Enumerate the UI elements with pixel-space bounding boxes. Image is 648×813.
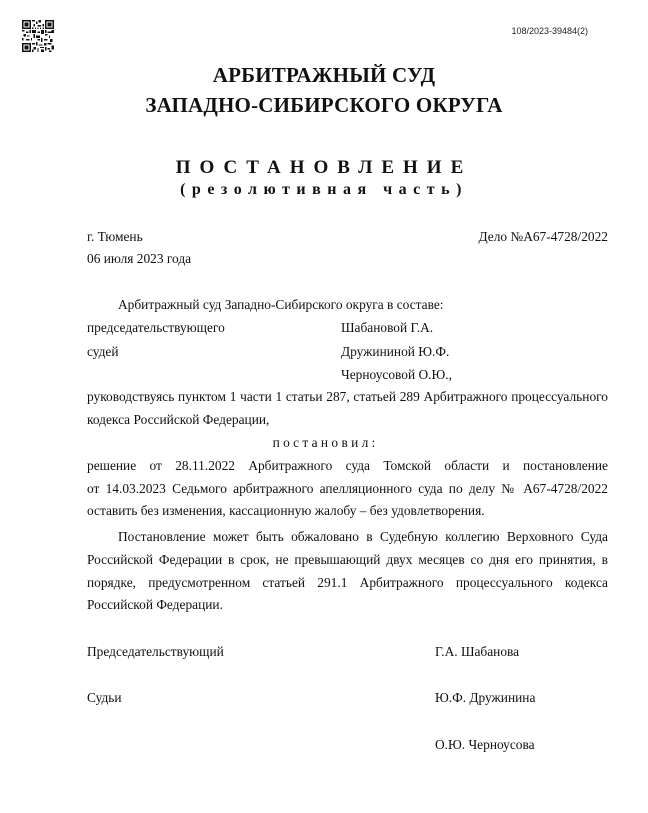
appeal-line-4: Российской Федерации. bbox=[87, 597, 223, 612]
composition-intro: Арбитражный суд Западно-Сибирского округа в составе: bbox=[118, 297, 444, 312]
appeal-line-3: порядке, предусмотренном статьей 291.1 Арбитражного процессуального кодекса bbox=[87, 575, 608, 590]
judge2-name: Черноусовой О.Ю., bbox=[341, 367, 452, 382]
decision-line-2: от 14.03.2023 Седьмого арбитражного апелляционного суда по делу № А67-4728/2022 bbox=[87, 481, 608, 496]
judges-role: судей bbox=[87, 344, 119, 359]
chair-role: председательствующего bbox=[87, 320, 225, 335]
qr-code bbox=[22, 20, 54, 52]
signature-chair-name: Г.А. Шабанова bbox=[435, 644, 520, 659]
case-number: Дело №А67-4728/2022 bbox=[478, 229, 608, 244]
signature-judge1-name: Ю.Ф. Дружинина bbox=[435, 690, 536, 705]
court-name-line1: АРБИТРАЖНЫЙ СУД bbox=[212, 63, 436, 87]
basis-line-1: руководствуясь пунктом 1 части 1 статьи 287, статьей 289 Арбитражного процессуального bbox=[87, 389, 608, 404]
document-code: 108/2023-39484(2) bbox=[511, 26, 588, 36]
decision-line-3: оставить без изменения, кассационную жалобу – без удовлетворения. bbox=[87, 503, 485, 518]
resolved-heading: п о с т а н о в и л : bbox=[272, 435, 376, 450]
signature-chair-label: Председательствующий bbox=[87, 644, 224, 659]
document-type-heading: ПОСТАНОВЛЕНИЕ bbox=[175, 157, 473, 178]
city: г. Тюмень bbox=[87, 229, 143, 244]
decision-date: 06 июля 2023 года bbox=[87, 251, 192, 266]
document-subtype-heading: (резолютивная часть) bbox=[180, 181, 468, 198]
appeal-line-2: Российской Федерации в срок, не превышающий двух месяцев со дня его принятия, в bbox=[87, 552, 608, 567]
signature-judge2-name: О.Ю. Черноусова bbox=[435, 737, 535, 752]
signature-judges-label: Судьи bbox=[87, 690, 122, 705]
decision-line-1: решение от 28.11.2022 Арбитражного суда Томской области и постановление bbox=[87, 458, 608, 473]
court-name-line2: ЗАПАДНО-СИБИРСКОГО ОКРУГА bbox=[145, 93, 503, 117]
basis-line-2: кодекса Российской Федерации, bbox=[87, 412, 270, 427]
judge1-name: Дружининой Ю.Ф. bbox=[341, 344, 450, 359]
chair-name: Шабановой Г.А. bbox=[341, 320, 434, 335]
appeal-line-1: Постановление может быть обжаловано в Судебную коллегию Верховного Суда bbox=[118, 529, 608, 544]
